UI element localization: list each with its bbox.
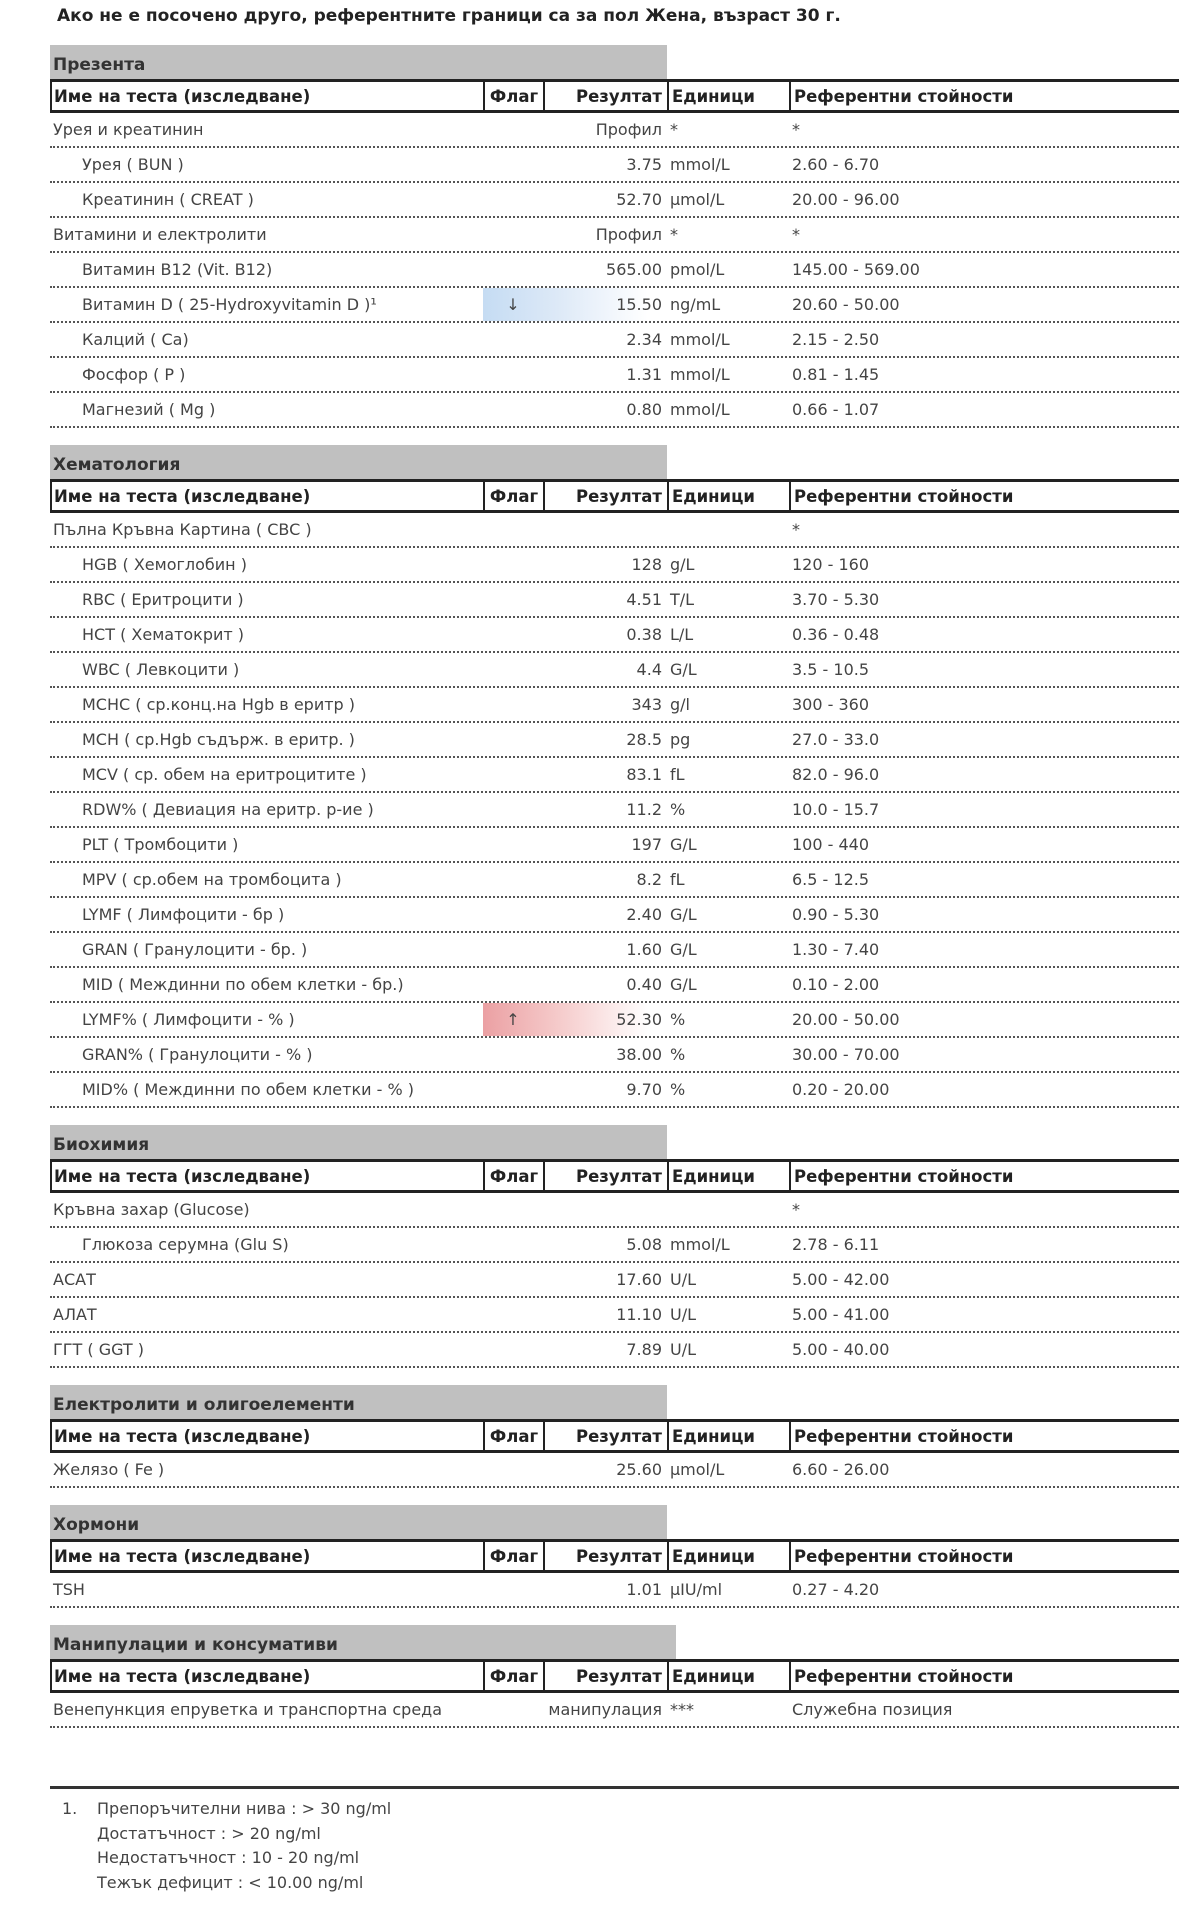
table-header [50, 79, 1179, 113]
table-row [50, 828, 1179, 863]
column-header-units: Единици [669, 1162, 791, 1190]
cell-name: Магнезий ( Mg ) [82, 400, 216, 419]
column-header-units: Единици [669, 1662, 791, 1690]
arrow-up-icon: ↑ [506, 1010, 520, 1029]
cell-result: Профил [595, 120, 662, 139]
column-header-units: Единици [669, 482, 791, 510]
cell-ref: * [792, 1200, 800, 1219]
lab-report [50, 45, 1179, 1745]
cell-name: Креатинин ( CREAT ) [82, 190, 254, 209]
section-title: Електролити и олигоелементи [50, 1385, 667, 1419]
cell-ref: * [792, 120, 800, 139]
cell-ref: 0.81 - 1.45 [792, 365, 880, 384]
column-header-result: Резултат [545, 1422, 669, 1450]
cell-ref: * [792, 225, 800, 244]
cell-ref: 0.10 - 2.00 [792, 975, 880, 994]
cell-result: 4.51 [626, 590, 662, 609]
cell-ref: 1.30 - 7.40 [792, 940, 880, 959]
table-row [50, 1003, 1179, 1038]
cell-units: g/L [670, 555, 695, 574]
column-header-ref: Референтни стойности [794, 1166, 1014, 1186]
table-row [50, 898, 1179, 933]
table-header [50, 1539, 1179, 1573]
cell-units: G/L [670, 835, 697, 854]
cell-name: TSH [53, 1580, 85, 1599]
table-row [50, 148, 1179, 183]
cell-result: 0.38 [626, 625, 662, 644]
cell-result: 4.4 [636, 660, 662, 679]
cell-ref: 10.0 - 15.7 [792, 800, 880, 819]
cell-result: 1.31 [626, 365, 662, 384]
column-header-ref: Референтни стойности [794, 1666, 1014, 1686]
column-header-name: Име на теста (изследване) [52, 1422, 485, 1450]
cell-name: Пълна Кръвна Картина ( CBC ) [53, 520, 312, 539]
cell-name: HGB ( Хемоглобин ) [82, 555, 247, 574]
column-header-name: Име на теста (изследване) [52, 1662, 485, 1690]
table-row [50, 583, 1179, 618]
section-title: Презента [50, 45, 667, 79]
cell-result: 38.00 [616, 1045, 662, 1064]
column-header-flag: Флаг [485, 1662, 545, 1690]
cell-units: mmol/L [670, 365, 730, 384]
cell-name: Витамини и електролити [53, 225, 267, 244]
table-row [50, 688, 1179, 723]
cell-ref: 5.00 - 40.00 [792, 1340, 890, 1359]
table-row [50, 1263, 1179, 1298]
cell-name: MCV ( ср. обем на еритроцитите ) [82, 765, 367, 784]
cell-result: 1.60 [626, 940, 662, 959]
column-header-flag: Флаг [485, 1422, 545, 1450]
column-header-name: Име на теста (изследване) [52, 1162, 485, 1190]
section-title: Хормони [50, 1505, 667, 1539]
cell-units: g/l [670, 695, 690, 714]
cell-result: 52.30 [616, 1010, 662, 1029]
table-row [50, 1453, 1179, 1488]
column-header-flag: Флаг [485, 482, 545, 510]
column-header-name: Име на теста (изследване) [52, 482, 485, 510]
column-header-units: Единици [669, 1542, 791, 1570]
column-header-flag: Флаг [485, 1542, 545, 1570]
cell-result: 0.40 [626, 975, 662, 994]
section-4 [50, 1505, 1179, 1608]
cell-units: T/L [670, 590, 695, 609]
cell-ref: 120 - 160 [792, 555, 870, 574]
cell-result: 28.5 [626, 730, 662, 749]
cell-ref: 2.15 - 2.50 [792, 330, 880, 349]
cell-name: Калций ( Ca) [82, 330, 189, 349]
cell-name: Желязо ( Fe ) [53, 1460, 165, 1479]
column-header-flag: Флаг [485, 1162, 545, 1190]
cell-units: % [670, 1045, 686, 1064]
cell-units: ng/mL [670, 295, 721, 314]
cell-units: L/L [670, 625, 694, 644]
cell-ref: 20.00 - 50.00 [792, 1010, 900, 1029]
table-row [50, 863, 1179, 898]
section-3 [50, 1385, 1179, 1488]
column-header-units: Единици [669, 1422, 791, 1450]
cell-units: G/L [670, 660, 697, 679]
cell-name: MCHC ( ср.конц.на Hgb в еритр ) [82, 695, 356, 714]
cell-units: % [670, 1080, 686, 1099]
cell-ref: 5.00 - 42.00 [792, 1270, 890, 1289]
cell-ref: 0.27 - 4.20 [792, 1580, 880, 1599]
cell-units: U/L [670, 1340, 697, 1359]
cell-name: MPV ( ср.обем на тромбоцита ) [82, 870, 342, 889]
cell-result: 197 [631, 835, 662, 854]
footnote-line: Недостатъчност : 10 - 20 ng/ml [97, 1848, 360, 1867]
cell-units: G/L [670, 940, 697, 959]
table-row [50, 1038, 1179, 1073]
footnote [62, 1797, 391, 1895]
cell-units: % [670, 1010, 686, 1029]
cell-name: Урея и креатинин [53, 120, 204, 139]
section-5 [50, 1625, 1179, 1728]
cell-ref: 300 - 360 [792, 695, 870, 714]
cell-name: Венепункция епруветка и транспортна среда [53, 1700, 443, 1719]
cell-result: 7.89 [626, 1340, 662, 1359]
table-row [50, 933, 1179, 968]
cell-name: GRAN ( Гранулоцити - бр. ) [82, 940, 308, 959]
cell-ref: 20.00 - 96.00 [792, 190, 900, 209]
cell-name: Урея ( BUN ) [82, 155, 184, 174]
cell-ref: 82.0 - 96.0 [792, 765, 880, 784]
section-1 [50, 445, 1179, 1108]
cell-ref: 30.00 - 70.00 [792, 1045, 900, 1064]
cell-name: АСАТ [53, 1270, 96, 1289]
table-row [50, 618, 1179, 653]
cell-name: Фосфор ( P ) [82, 365, 186, 384]
table-row [50, 1073, 1179, 1108]
table-row [50, 183, 1179, 218]
cell-ref: 0.66 - 1.07 [792, 400, 880, 419]
cell-ref: 20.60 - 50.00 [792, 295, 900, 314]
cell-units: U/L [670, 1270, 697, 1289]
table-header [50, 1159, 1179, 1193]
cell-name: АЛАТ [53, 1305, 97, 1324]
table-header [50, 1419, 1179, 1453]
footnote-line: Достатъчност : > 20 ng/ml [97, 1823, 321, 1843]
column-header-name: Име на теста (изследване) [52, 82, 485, 110]
cell-units: * [670, 225, 678, 244]
cell-units: U/L [670, 1305, 697, 1324]
cell-result: 2.34 [626, 330, 662, 349]
cell-ref: 3.5 - 10.5 [792, 660, 870, 679]
column-header-flag: Флаг [485, 82, 545, 110]
table-row [50, 793, 1179, 828]
cell-result: 11.10 [616, 1305, 662, 1324]
cell-name: MID ( Междинни по обем клетки - бр.) [82, 975, 404, 994]
cell-ref: 5.00 - 41.00 [792, 1305, 890, 1324]
column-header-result: Резултат [545, 82, 669, 110]
cell-units: *** [670, 1700, 694, 1719]
reference-note: Ако не е посочено друго, референтните граници са за пол Жена, възраст 30 г. [57, 6, 841, 26]
cell-result: 0.80 [626, 400, 662, 419]
cell-units: mmol/L [670, 1235, 730, 1254]
table-row [50, 113, 1179, 148]
table-row [50, 253, 1179, 288]
footnote-line: Препоръчителни нива : > 30 ng/ml [97, 1799, 392, 1818]
cell-units: mmol/L [670, 155, 730, 174]
cell-name: Кръвна захар (Glucose) [53, 1200, 250, 1219]
cell-name: Витамин B12 (Vit. B12) [82, 260, 273, 279]
cell-units: fL [670, 870, 685, 889]
table-row [50, 548, 1179, 583]
cell-units: G/L [670, 905, 697, 924]
column-header-result: Резултат [545, 1662, 669, 1690]
cell-result: 9.70 [626, 1080, 662, 1099]
cell-result: 3.75 [626, 155, 662, 174]
cell-result: 128 [631, 555, 662, 574]
column-header-ref: Референтни стойности [794, 486, 1014, 506]
cell-ref: 2.60 - 6.70 [792, 155, 880, 174]
table-row [50, 358, 1179, 393]
table-row [50, 968, 1179, 1003]
cell-ref: 27.0 - 33.0 [792, 730, 880, 749]
divider [50, 1786, 1179, 1789]
cell-ref: * [792, 520, 800, 539]
table-header [50, 479, 1179, 513]
cell-name: PLT ( Тромбоцити ) [82, 835, 239, 854]
cell-name: Глюкоза серумна (Glu S) [82, 1235, 289, 1254]
section-title: Хематология [50, 445, 667, 479]
column-header-name: Име на теста (изследване) [52, 1542, 485, 1570]
cell-units: µIU/ml [670, 1580, 723, 1599]
cell-units: fL [670, 765, 685, 784]
cell-units: µmol/L [670, 190, 725, 209]
cell-name: LYMF ( Лимфоцити - бр ) [82, 905, 285, 924]
cell-result: 25.60 [616, 1460, 662, 1479]
table-row [50, 323, 1179, 358]
cell-result: 17.60 [616, 1270, 662, 1289]
section-title: Манипулации и консумативи [50, 1625, 676, 1659]
cell-result: Профил [595, 225, 662, 244]
cell-result: 8.2 [636, 870, 662, 889]
arrow-down-icon: ↓ [506, 295, 520, 314]
cell-name: LYMF% ( Лимфоцити - % ) [82, 1010, 295, 1029]
table-row [50, 723, 1179, 758]
cell-ref: Служебна позиция [792, 1700, 953, 1719]
cell-ref: 0.20 - 20.00 [792, 1080, 890, 1099]
table-row [50, 218, 1179, 253]
cell-result: 83.1 [626, 765, 662, 784]
cell-result: манипулация [548, 1700, 662, 1719]
footnote-line: Тежък дефицит : < 10.00 ng/ml [97, 1872, 364, 1892]
cell-result: 343 [631, 695, 662, 714]
table-row [50, 1573, 1179, 1608]
column-header-ref: Референтни стойности [794, 1426, 1014, 1446]
cell-ref: 6.60 - 26.00 [792, 1460, 890, 1479]
column-header-ref: Референтни стойности [794, 1546, 1014, 1566]
cell-result: 15.50 [616, 295, 662, 314]
table-row [50, 1333, 1179, 1368]
cell-units: pmol/L [670, 260, 725, 279]
cell-units: % [670, 800, 686, 819]
cell-ref: 3.70 - 5.30 [792, 590, 880, 609]
cell-result: 2.40 [626, 905, 662, 924]
cell-name: Витамин D ( 25-Hydroxyvitamin D )¹ [82, 295, 377, 314]
cell-ref: 145.00 - 569.00 [792, 260, 920, 279]
table-row [50, 393, 1179, 428]
cell-ref: 100 - 440 [792, 835, 870, 854]
cell-result: 1.01 [626, 1580, 662, 1599]
cell-name: RBC ( Еритроцити ) [82, 590, 244, 609]
cell-units: mmol/L [670, 400, 730, 419]
cell-name: MID% ( Междинни по обем клетки - % ) [82, 1080, 414, 1099]
cell-result: 565.00 [606, 260, 662, 279]
table-row [50, 1228, 1179, 1263]
cell-units: pg [670, 730, 691, 749]
cell-name: ГГТ ( GGT ) [53, 1340, 145, 1359]
table-row [50, 1693, 1179, 1728]
table-header [50, 1659, 1179, 1693]
cell-ref: 6.5 - 12.5 [792, 870, 870, 889]
column-header-ref: Референтни стойности [794, 86, 1014, 106]
section-title: Биохимия [50, 1125, 667, 1159]
cell-name: WBC ( Левкоцити ) [82, 660, 240, 679]
cell-ref: 0.36 - 0.48 [792, 625, 880, 644]
column-header-units: Единици [669, 82, 791, 110]
table-row [50, 1298, 1179, 1333]
table-row [50, 653, 1179, 688]
cell-units: * [670, 120, 678, 139]
section-2 [50, 1125, 1179, 1368]
table-row [50, 758, 1179, 793]
cell-name: MCH ( ср.Hgb съдърж. в еритр. ) [82, 730, 355, 749]
cell-result: 5.08 [626, 1235, 662, 1254]
cell-result: 52.70 [616, 190, 662, 209]
cell-name: RDW% ( Девиация на еритр. р-ие ) [82, 800, 374, 819]
table-row [50, 513, 1179, 548]
cell-name: GRAN% ( Гранулоцити - % ) [82, 1045, 313, 1064]
column-header-result: Резултат [545, 482, 669, 510]
cell-units: µmol/L [670, 1460, 725, 1479]
cell-ref: 2.78 - 6.11 [792, 1235, 880, 1254]
column-header-result: Резултат [545, 1542, 669, 1570]
footnote-number: 1. [62, 1799, 78, 1818]
table-row [50, 288, 1179, 323]
table-row [50, 1193, 1179, 1228]
column-header-result: Резултат [545, 1162, 669, 1190]
cell-result: 11.2 [626, 800, 662, 819]
cell-units: mmol/L [670, 330, 730, 349]
cell-name: HCT ( Хематокрит ) [82, 625, 245, 644]
section-0 [50, 45, 1179, 428]
cell-units: G/L [670, 975, 697, 994]
cell-ref: 0.90 - 5.30 [792, 905, 880, 924]
